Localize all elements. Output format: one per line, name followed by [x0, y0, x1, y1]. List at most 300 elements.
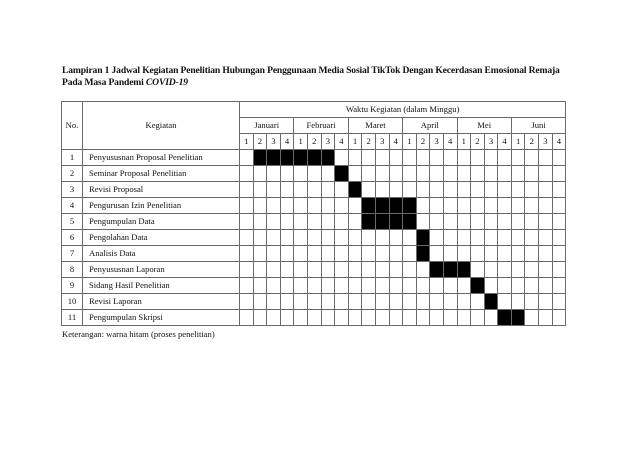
- week-cell: [294, 310, 308, 326]
- week-cell: [253, 166, 267, 182]
- week-header: 3: [321, 134, 335, 150]
- week-cell: [471, 166, 485, 182]
- week-cell: [294, 214, 308, 230]
- week-cell: [307, 230, 321, 246]
- week-cell: [389, 230, 403, 246]
- week-cell: [511, 166, 525, 182]
- week-cell: [335, 246, 349, 262]
- week-header: 3: [484, 134, 498, 150]
- week-cell: [471, 294, 485, 310]
- week-cell: [362, 278, 376, 294]
- header-waktu: Waktu Kegiatan (dalam Minggu): [240, 102, 566, 118]
- week-cell: [280, 262, 294, 278]
- week-header: 3: [430, 134, 444, 150]
- week-cell: [484, 166, 498, 182]
- week-cell: [280, 230, 294, 246]
- week-cell: [403, 150, 417, 166]
- title-main: Lampiran 1 Jadwal Kegiatan Penelitian Hubungan Penggunaan Media Sosial TikTok Dengan Kecerdasan Emosional Remaja Pada Masa Pandemi: [62, 65, 560, 88]
- week-cell-active: [362, 214, 376, 230]
- week-cell: [552, 278, 566, 294]
- week-cell: [335, 278, 349, 294]
- week-cell: [552, 310, 566, 326]
- week-cell: [294, 198, 308, 214]
- week-cell: [389, 310, 403, 326]
- week-cell: [348, 278, 362, 294]
- week-cell: [403, 294, 417, 310]
- week-cell-active: [430, 262, 444, 278]
- week-cell: [348, 246, 362, 262]
- week-cell: [457, 294, 471, 310]
- week-header: 1: [294, 134, 308, 150]
- week-cell: [389, 166, 403, 182]
- week-cell: [375, 310, 389, 326]
- week-cell: [416, 310, 430, 326]
- week-cell: [511, 198, 525, 214]
- week-header: 1: [348, 134, 362, 150]
- week-cell: [240, 294, 254, 310]
- week-cell-active: [389, 198, 403, 214]
- week-cell: [443, 182, 457, 198]
- week-header: 2: [307, 134, 321, 150]
- row-number: 4: [62, 198, 83, 214]
- week-cell: [430, 310, 444, 326]
- activity-name: Penyususnan Proposal Penelitian: [83, 150, 240, 166]
- week-cell: [294, 278, 308, 294]
- week-header: 4: [552, 134, 566, 150]
- table-row: [62, 182, 566, 198]
- week-cell: [362, 150, 376, 166]
- week-header: 2: [471, 134, 485, 150]
- week-cell: [511, 182, 525, 198]
- week-cell-active: [498, 310, 512, 326]
- month-header: Februari: [294, 118, 348, 134]
- week-cell: [443, 214, 457, 230]
- week-cell-active: [280, 150, 294, 166]
- week-cell: [294, 230, 308, 246]
- week-cell: [552, 198, 566, 214]
- week-cell: [511, 262, 525, 278]
- week-header: 1: [511, 134, 525, 150]
- schedule-table: [61, 101, 566, 326]
- week-cell: [253, 230, 267, 246]
- week-cell: [539, 310, 553, 326]
- activity-name: Revisi Laporan: [83, 294, 240, 310]
- week-cell: [511, 278, 525, 294]
- week-cell: [307, 294, 321, 310]
- week-cell: [362, 166, 376, 182]
- week-header: 2: [253, 134, 267, 150]
- week-cell: [498, 182, 512, 198]
- activity-name: Pengumpulan Skripsi: [83, 310, 240, 326]
- week-cell: [511, 294, 525, 310]
- week-cell: [375, 182, 389, 198]
- week-cell: [253, 310, 267, 326]
- week-cell: [539, 214, 553, 230]
- week-cell: [348, 310, 362, 326]
- week-cell: [375, 278, 389, 294]
- week-cell: [375, 166, 389, 182]
- row-number: 6: [62, 230, 83, 246]
- week-cell: [457, 310, 471, 326]
- week-cell: [498, 166, 512, 182]
- row-number: 3: [62, 182, 83, 198]
- week-cell: [362, 182, 376, 198]
- week-cell: [267, 246, 281, 262]
- legend-note: Keterangan: warna hitam (proses penelitian): [62, 329, 215, 339]
- activity-name: Pengolahan Data: [83, 230, 240, 246]
- week-cell: [267, 310, 281, 326]
- week-cell: [321, 262, 335, 278]
- week-cell: [307, 262, 321, 278]
- week-header: 4: [498, 134, 512, 150]
- table-row: [62, 278, 566, 294]
- row-number: 10: [62, 294, 83, 310]
- activity-name: Revisi Proposal: [83, 182, 240, 198]
- row-number: 9: [62, 278, 83, 294]
- week-cell: [253, 278, 267, 294]
- week-cell: [362, 310, 376, 326]
- activity-name: Analisis Data: [83, 246, 240, 262]
- week-cell: [416, 294, 430, 310]
- week-cell: [307, 214, 321, 230]
- document-title: [62, 65, 582, 89]
- activity-name: Seminar Proposal Penelitian: [83, 166, 240, 182]
- week-cell: [443, 166, 457, 182]
- week-cell: [335, 214, 349, 230]
- activity-name: Pengurusan Izin Penelitian: [83, 198, 240, 214]
- week-cell: [240, 198, 254, 214]
- week-cell: [430, 246, 444, 262]
- month-header: Juni: [511, 118, 565, 134]
- week-cell: [511, 214, 525, 230]
- week-header: 2: [362, 134, 376, 150]
- week-cell: [498, 198, 512, 214]
- week-cell: [416, 262, 430, 278]
- week-cell: [416, 198, 430, 214]
- month-header: Maret: [348, 118, 402, 134]
- week-cell: [539, 230, 553, 246]
- month-header: Mei: [457, 118, 511, 134]
- week-cell: [403, 166, 417, 182]
- week-cell: [484, 310, 498, 326]
- week-cell: [525, 230, 539, 246]
- week-cell: [307, 246, 321, 262]
- week-cell: [240, 182, 254, 198]
- week-cell-active: [416, 246, 430, 262]
- week-cell: [539, 294, 553, 310]
- activity-name: Sidang Hasil Penelitian: [83, 278, 240, 294]
- week-cell: [321, 230, 335, 246]
- week-cell: [443, 278, 457, 294]
- week-cell: [498, 278, 512, 294]
- week-cell: [307, 278, 321, 294]
- week-cell: [389, 278, 403, 294]
- week-cell-active: [294, 150, 308, 166]
- week-cell: [294, 294, 308, 310]
- week-cell-active: [307, 150, 321, 166]
- week-cell: [552, 182, 566, 198]
- week-cell: [539, 246, 553, 262]
- week-cell: [362, 230, 376, 246]
- week-cell: [498, 246, 512, 262]
- week-cell: [253, 246, 267, 262]
- week-cell: [430, 166, 444, 182]
- week-cell: [416, 166, 430, 182]
- week-cell: [267, 166, 281, 182]
- week-cell: [240, 262, 254, 278]
- week-cell: [498, 214, 512, 230]
- week-cell: [335, 230, 349, 246]
- row-number: 2: [62, 166, 83, 182]
- week-cell: [552, 214, 566, 230]
- week-cell: [430, 198, 444, 214]
- week-cell: [280, 310, 294, 326]
- week-cell: [403, 310, 417, 326]
- row-number: 5: [62, 214, 83, 230]
- week-header: 1: [403, 134, 417, 150]
- week-cell: [484, 214, 498, 230]
- week-cell: [375, 150, 389, 166]
- week-cell-active: [471, 278, 485, 294]
- week-cell-active: [321, 150, 335, 166]
- week-header: 3: [375, 134, 389, 150]
- week-cell-active: [484, 294, 498, 310]
- week-cell: [348, 294, 362, 310]
- week-cell: [321, 182, 335, 198]
- week-cell: [457, 278, 471, 294]
- week-cell: [267, 198, 281, 214]
- week-cell: [240, 214, 254, 230]
- week-cell: [484, 182, 498, 198]
- week-cell: [280, 246, 294, 262]
- week-cell: [403, 230, 417, 246]
- week-cell: [525, 214, 539, 230]
- week-cell: [267, 262, 281, 278]
- week-cell-active: [375, 214, 389, 230]
- week-cell: [267, 278, 281, 294]
- week-cell: [348, 214, 362, 230]
- week-cell: [375, 262, 389, 278]
- table-row: [62, 166, 566, 182]
- month-header: Januari: [240, 118, 294, 134]
- week-cell: [267, 214, 281, 230]
- week-cell: [240, 166, 254, 182]
- week-cell: [307, 166, 321, 182]
- table-row: [62, 310, 566, 326]
- week-cell: [348, 198, 362, 214]
- header-kegiatan: Kegiatan: [83, 102, 240, 150]
- week-cell: [280, 294, 294, 310]
- week-cell: [552, 294, 566, 310]
- week-cell: [267, 182, 281, 198]
- week-cell: [471, 262, 485, 278]
- week-cell: [240, 246, 254, 262]
- week-cell: [294, 246, 308, 262]
- week-cell: [375, 246, 389, 262]
- activity-name: Pengumpulan Data: [83, 214, 240, 230]
- header-row-1: [62, 102, 566, 118]
- week-header: 4: [335, 134, 349, 150]
- week-cell: [253, 294, 267, 310]
- week-cell: [294, 262, 308, 278]
- row-number: 1: [62, 150, 83, 166]
- week-cell: [498, 230, 512, 246]
- table-row: [62, 262, 566, 278]
- week-cell: [539, 150, 553, 166]
- week-cell: [498, 294, 512, 310]
- week-cell: [430, 150, 444, 166]
- week-cell: [416, 278, 430, 294]
- table-row: [62, 230, 566, 246]
- week-cell: [267, 230, 281, 246]
- week-cell: [430, 230, 444, 246]
- week-cell: [253, 262, 267, 278]
- week-cell: [443, 198, 457, 214]
- week-cell: [362, 262, 376, 278]
- week-cell-active: [403, 214, 417, 230]
- week-cell: [389, 262, 403, 278]
- week-cell-active: [253, 150, 267, 166]
- week-cell: [321, 198, 335, 214]
- table-row: [62, 198, 566, 214]
- week-cell: [457, 166, 471, 182]
- week-cell: [498, 150, 512, 166]
- week-cell: [525, 278, 539, 294]
- week-cell: [294, 182, 308, 198]
- week-cell: [498, 262, 512, 278]
- week-cell: [335, 182, 349, 198]
- week-cell-active: [267, 150, 281, 166]
- week-cell: [348, 262, 362, 278]
- week-cell-active: [335, 166, 349, 182]
- week-cell: [457, 198, 471, 214]
- week-cell: [471, 214, 485, 230]
- week-cell: [539, 278, 553, 294]
- week-cell: [240, 278, 254, 294]
- row-number: 7: [62, 246, 83, 262]
- week-cell: [389, 182, 403, 198]
- schedule-table-body: [62, 102, 566, 326]
- week-cell: [443, 150, 457, 166]
- week-cell: [375, 294, 389, 310]
- week-cell: [539, 262, 553, 278]
- week-cell: [253, 214, 267, 230]
- week-cell: [430, 278, 444, 294]
- week-cell: [539, 166, 553, 182]
- week-cell: [525, 246, 539, 262]
- week-cell: [240, 310, 254, 326]
- week-cell-active: [416, 230, 430, 246]
- week-cell-active: [375, 198, 389, 214]
- week-cell: [457, 182, 471, 198]
- week-cell: [511, 150, 525, 166]
- week-cell: [335, 198, 349, 214]
- week-cell: [552, 230, 566, 246]
- week-cell: [471, 150, 485, 166]
- week-cell: [280, 214, 294, 230]
- week-cell: [525, 198, 539, 214]
- week-cell: [403, 246, 417, 262]
- week-cell: [525, 150, 539, 166]
- week-cell-active: [389, 214, 403, 230]
- week-cell: [471, 246, 485, 262]
- week-cell: [552, 166, 566, 182]
- week-cell: [416, 214, 430, 230]
- week-cell: [443, 310, 457, 326]
- week-cell: [375, 230, 389, 246]
- table-row: [62, 246, 566, 262]
- week-cell: [267, 294, 281, 310]
- week-cell: [416, 150, 430, 166]
- week-cell: [321, 246, 335, 262]
- week-cell: [525, 262, 539, 278]
- week-cell: [430, 294, 444, 310]
- week-cell: [471, 310, 485, 326]
- week-header: 3: [267, 134, 281, 150]
- week-cell: [484, 278, 498, 294]
- table-row: [62, 150, 566, 166]
- week-cell: [511, 246, 525, 262]
- week-header: 4: [280, 134, 294, 150]
- week-cell-active: [457, 262, 471, 278]
- week-cell-active: [403, 198, 417, 214]
- week-cell: [280, 278, 294, 294]
- week-cell: [403, 262, 417, 278]
- week-cell-active: [511, 310, 525, 326]
- week-header: 2: [525, 134, 539, 150]
- week-cell: [457, 150, 471, 166]
- week-header: 3: [539, 134, 553, 150]
- week-cell: [348, 150, 362, 166]
- week-cell: [348, 230, 362, 246]
- week-cell: [552, 246, 566, 262]
- week-cell: [457, 214, 471, 230]
- week-cell: [362, 246, 376, 262]
- week-cell: [471, 198, 485, 214]
- activity-name: Penyususnan Laporan: [83, 262, 240, 278]
- header-no: No.: [62, 102, 83, 150]
- week-cell: [335, 294, 349, 310]
- week-cell: [457, 230, 471, 246]
- week-cell: [294, 166, 308, 182]
- week-cell: [443, 246, 457, 262]
- week-cell: [552, 150, 566, 166]
- week-cell: [471, 230, 485, 246]
- week-cell-active: [362, 198, 376, 214]
- week-header: 4: [443, 134, 457, 150]
- week-cell: [511, 230, 525, 246]
- week-cell: [484, 230, 498, 246]
- week-header: 2: [416, 134, 430, 150]
- table-row: [62, 294, 566, 310]
- week-cell: [539, 182, 553, 198]
- week-header: 4: [389, 134, 403, 150]
- table-row: [62, 214, 566, 230]
- week-cell: [362, 294, 376, 310]
- week-cell: [321, 294, 335, 310]
- week-cell: [457, 246, 471, 262]
- week-cell: [403, 182, 417, 198]
- week-cell: [471, 182, 485, 198]
- week-cell: [443, 294, 457, 310]
- week-cell: [525, 182, 539, 198]
- week-cell: [430, 182, 444, 198]
- week-cell-active: [348, 182, 362, 198]
- week-cell: [321, 166, 335, 182]
- week-cell: [307, 198, 321, 214]
- week-cell: [240, 150, 254, 166]
- week-cell: [321, 214, 335, 230]
